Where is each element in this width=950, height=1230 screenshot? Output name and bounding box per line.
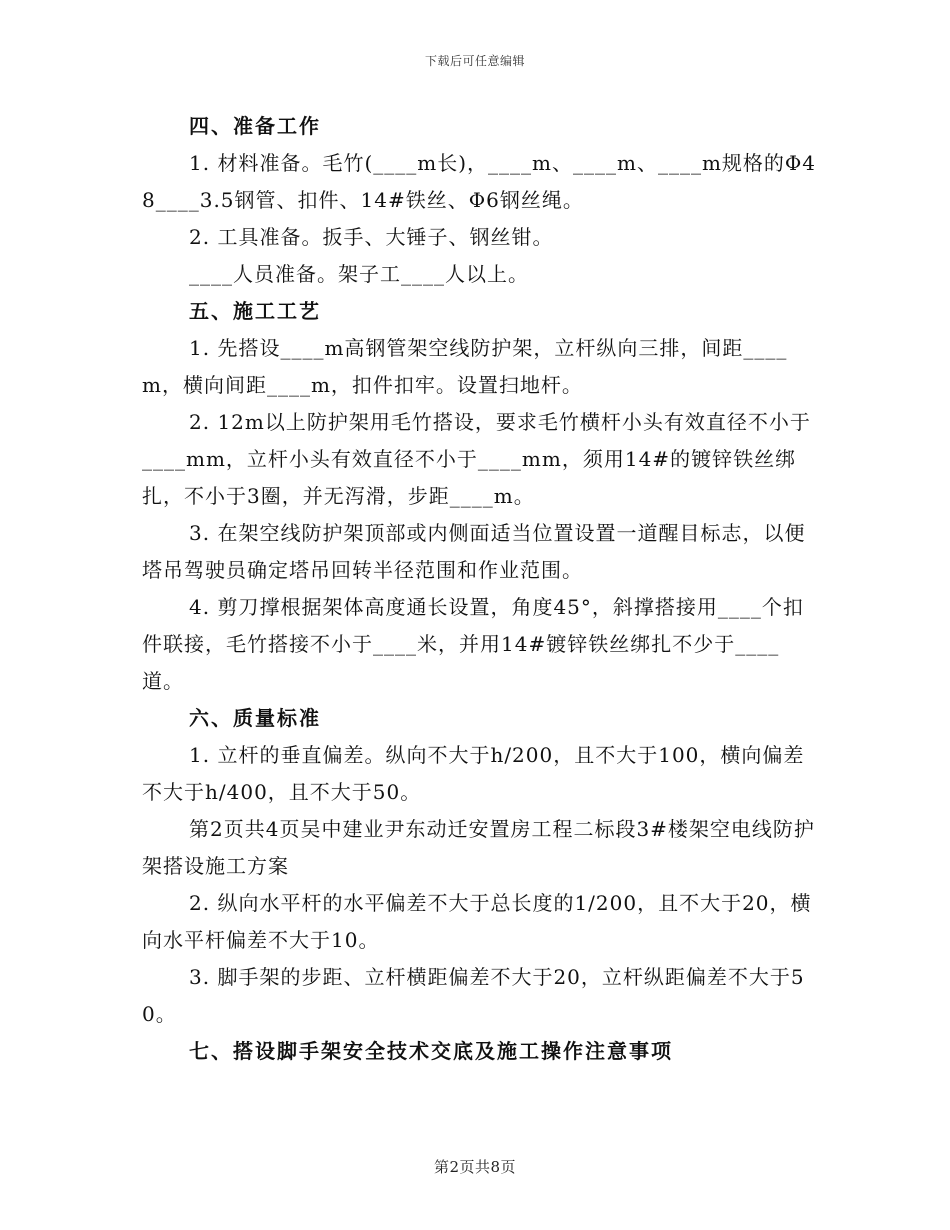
document-body — [142, 108, 818, 1070]
paragraph-personnel: ____人员准备。架子工____人以上。 — [189, 262, 529, 286]
section-heading-safety: 七、搭设脚手架安全技术交底及施工操作注意事项 — [189, 1039, 673, 1063]
page-number: 第2页共8页 — [433, 1158, 517, 1176]
paragraph-materials: 1. 材料准备。毛竹(____m长)，____m、____m、____m规格的Φ48____3.5钢管、扣件、14#铁丝、Φ6钢丝绳。 — [142, 151, 817, 212]
header-note: 下载后可任意编辑 — [424, 54, 525, 68]
paragraph-quality-3: 3. 脚手架的步距、立杆横距偏差不大于20，立杆纵距偏差不大于50。 — [142, 965, 805, 1026]
section-heading-quality: 六、质量标准 — [189, 706, 321, 730]
paragraph-tools: 2. 工具准备。扳手、大锤子、钢丝钳。 — [189, 225, 554, 249]
paragraph-process-1: 1. 先搭设____m高钢管架空线防护架，立杆纵向三排，间距____m，横向间距____m，扣件扣牢。设置扫地杆。 — [142, 336, 788, 397]
paragraph-quality-2: 2. 纵向水平杆的水平偏差不大于总长度的1/200，且不大于20，横向水平杆偏差不大于10。 — [142, 891, 812, 952]
section-heading-process: 五、施工工艺 — [189, 299, 321, 323]
section-heading-preparation: 四、准备工作 — [189, 114, 321, 138]
paragraph-quality-1: 1. 立杆的垂直偏差。纵向不大于h/200，且不大于100，横向偏差不大于h/400，且不大于50。 — [142, 743, 805, 804]
paragraph-process-3: 3. 在架空线防护架顶部或内侧面适当位置设置一道醒目标志，以便塔吊驾驶员确定塔吊回转半径范围和作业范围。 — [142, 521, 806, 582]
paragraph-running-title: 第2页共4页吴中建业尹东动迁安置房工程二标段3#楼架空电线防护架搭设施工方案 — [142, 817, 815, 878]
paragraph-process-2: 2. 12m以上防护架用毛竹搭设，要求毛竹横杆小头有效直径不小于____mm，立杆小头有效直径不小于____mm，须用14#的镀锌铁丝绑扎，不小于3圈，并无泻滑，步距____m。 — [142, 410, 811, 508]
paragraph-process-4: 4. 剪刀撑根据架体高度通长设置，角度45°，斜撑搭接用____个扣件联接，毛竹搭接不小于____米，并用14#镀锌铁丝绑扎不少于____道。 — [142, 595, 804, 693]
